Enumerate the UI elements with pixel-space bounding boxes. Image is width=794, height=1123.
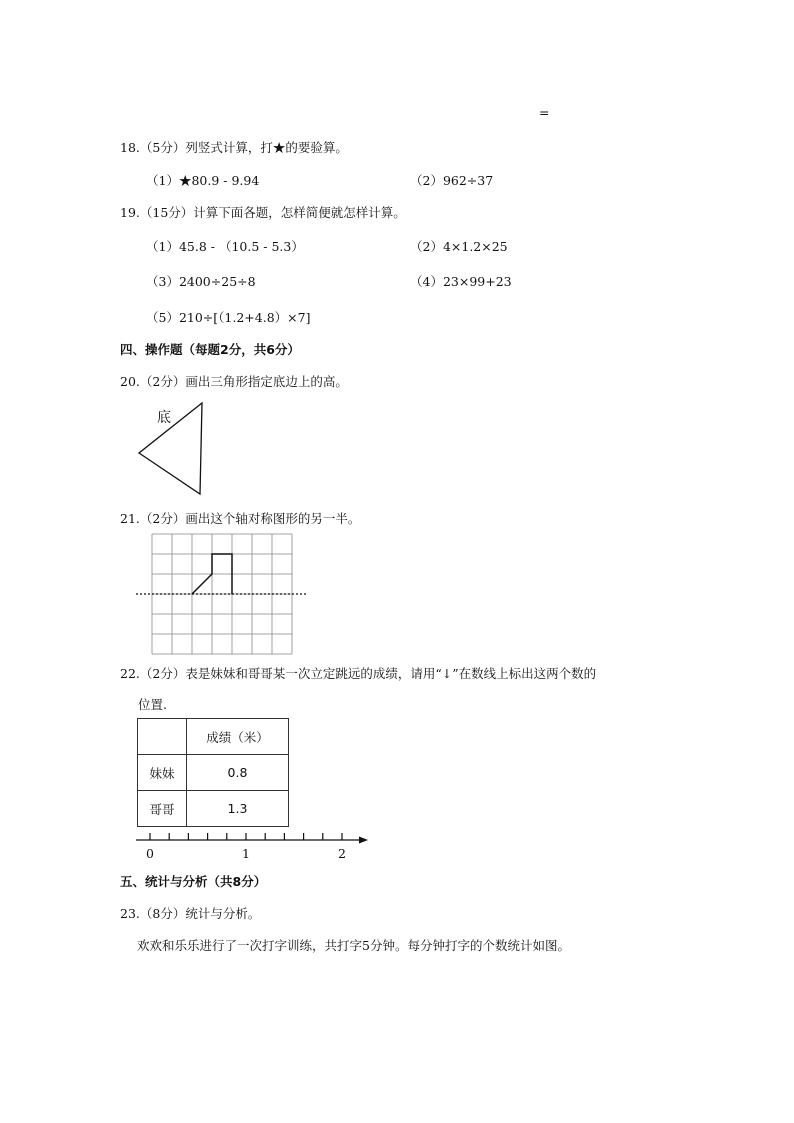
q19-item-1: （1）45.8 - （10.5 - 5.3） — [146, 239, 304, 254]
q18-item-2: （2）962÷37 — [410, 173, 494, 188]
q20-triangle — [130, 398, 220, 498]
table-row — [138, 791, 289, 827]
q20-title: 20.（2分）画出三角形指定底边上的高。 — [120, 374, 348, 389]
table-cell — [138, 719, 187, 755]
number-line-label-0: 0 — [146, 846, 154, 861]
table-header-cell: 成绩（米） — [187, 719, 289, 755]
q21-grid — [136, 530, 316, 660]
q22-title-line1: 22.（2分）表是妹妹和哥哥某一次立定跳远的成绩，请用“↓”在数线上标出这两个数的 — [120, 666, 597, 681]
q19-item-4: （4）23×99+23 — [410, 274, 512, 289]
table-cell: 0.8 — [187, 755, 289, 791]
section5-heading: 五、统计与分析（共8分） — [120, 874, 267, 889]
table-cell: 哥哥 — [138, 791, 187, 827]
q19-item-5: （5）210÷[（1.2+4.8）×7] — [146, 310, 311, 325]
q23-text: 欢欢和乐乐进行了一次打字训练，共打字5分钟。每分钟打字的个数统计如图。 — [137, 938, 570, 953]
q18-item-1: （1）★80.9 - 9.94 — [146, 173, 260, 188]
number-line-label-1: 1 — [242, 846, 250, 861]
q18-title: 18.（5分）列竖式计算，打★的要验算。 — [120, 140, 348, 155]
table-cell: 1.3 — [187, 791, 289, 827]
q23-title: 23.（8分）统计与分析。 — [120, 906, 261, 921]
table-row — [138, 719, 289, 755]
number-line-label-2: 2 — [338, 846, 346, 861]
table-cell: 妹妹 — [138, 755, 187, 791]
q19-item-2: （2）4×1.2×25 — [410, 239, 508, 254]
q22-title-line2: 位置. — [138, 697, 167, 712]
q19-item-3: （3）2400÷25÷8 — [146, 274, 256, 289]
q21-title: 21.（2分）画出这个轴对称图形的另一半。 — [120, 511, 361, 526]
q19-title: 19.（15分）计算下面各题，怎样简便就怎样计算。 — [120, 205, 406, 220]
table-row — [138, 755, 289, 791]
equals-sign: = — [539, 105, 550, 120]
section4-heading: 四、操作题（每题2分，共6分） — [120, 342, 300, 357]
q22-score-table — [137, 718, 289, 827]
q20-base-label: 底 — [157, 410, 171, 426]
